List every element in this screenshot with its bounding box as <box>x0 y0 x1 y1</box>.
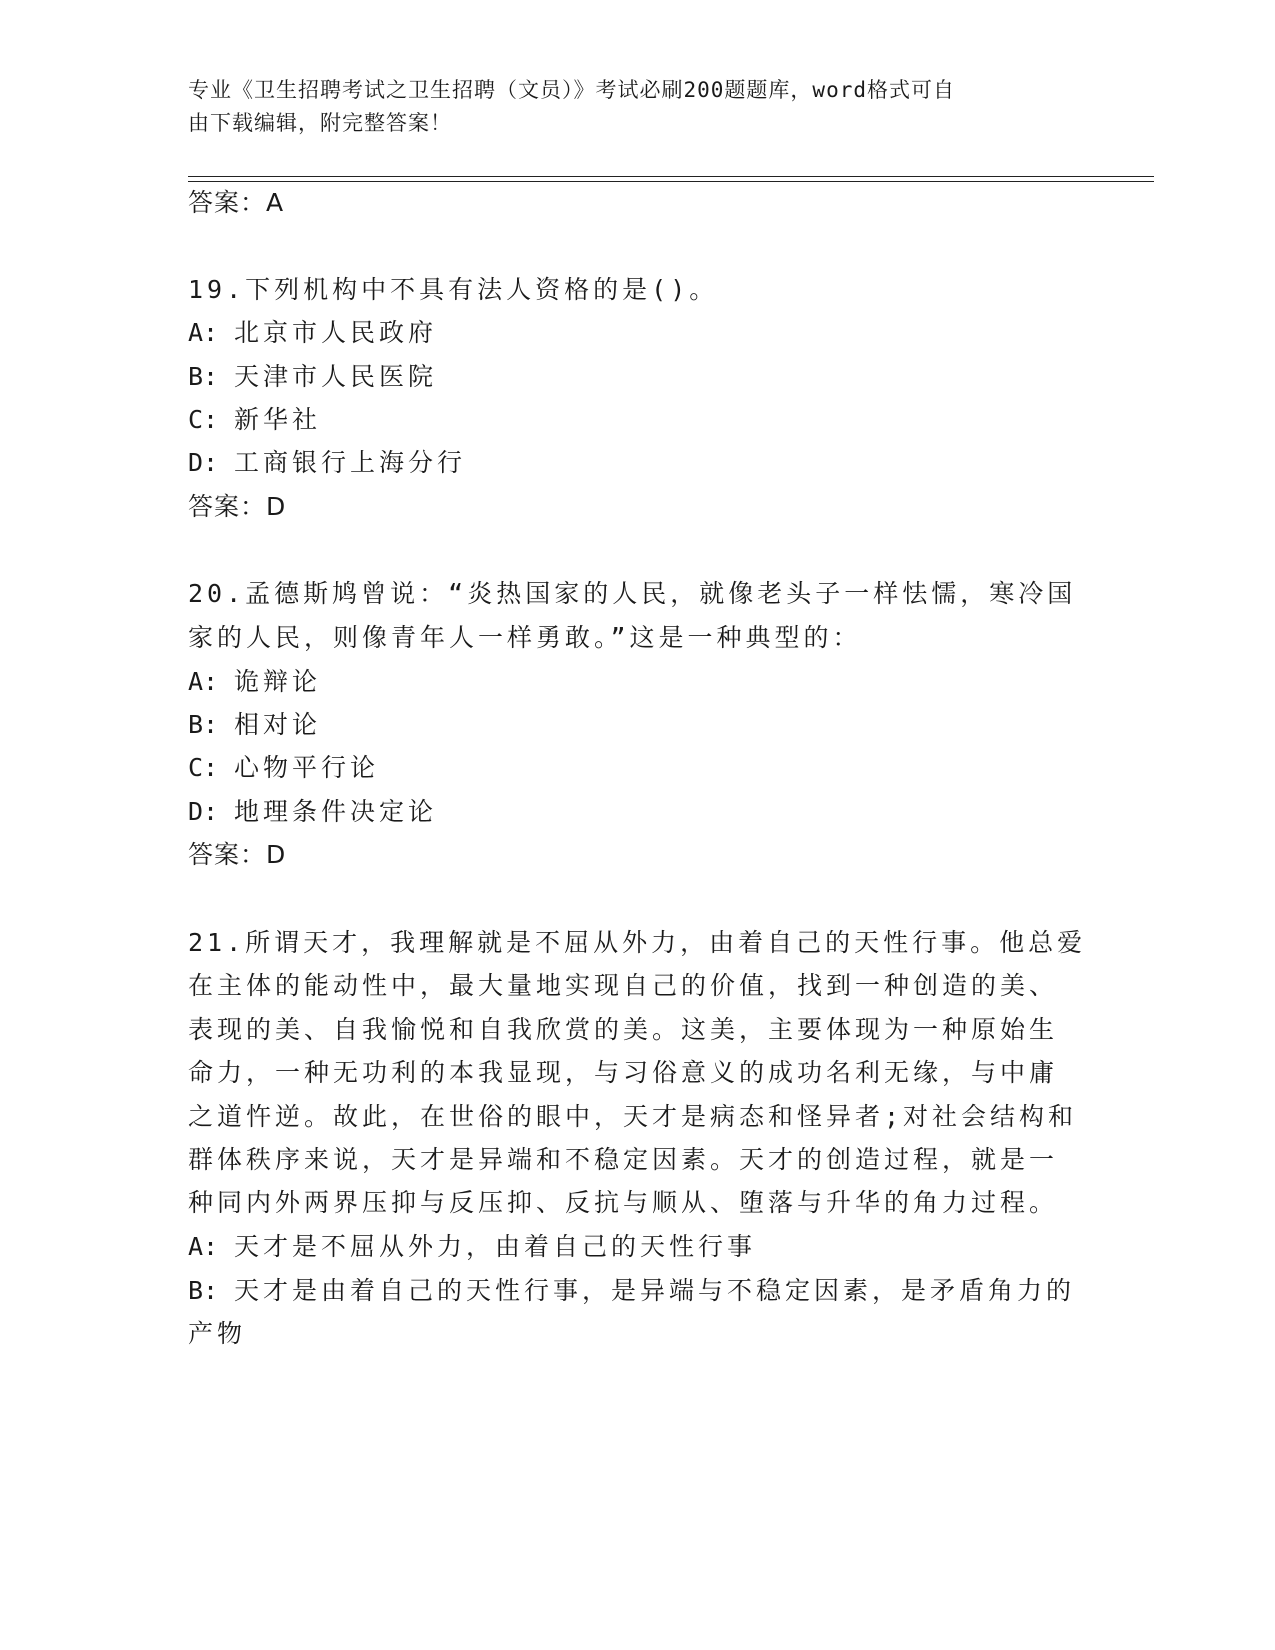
question-21-line-2: 在主体的能动性中，最大量地实现自己的价值，找到一种创造的美、 <box>188 971 1059 1000</box>
option-label: D: <box>188 797 219 826</box>
option-text: 诡辩论 <box>234 667 322 696</box>
question-21-option-a <box>188 1232 756 1262</box>
option-text: 天才是不屈从外力，由着自己的天性行事 <box>234 1232 757 1261</box>
option-label: A: <box>188 318 219 347</box>
option-text: 北京市人民政府 <box>234 318 438 347</box>
option-label: B: <box>188 362 219 391</box>
option-label: B: <box>188 1276 219 1305</box>
option-text: 新华社 <box>234 405 322 434</box>
question-21-line-4: 命力，一种无功利的本我显现，与习俗意义的成功名利无缘，与中庸 <box>188 1058 1059 1087</box>
question-19-option-d <box>188 448 466 478</box>
option-text: 工商银行上海分行 <box>234 448 467 477</box>
option-text: 天津市人民医院 <box>234 362 438 391</box>
question-21-option-b <box>188 1276 1075 1306</box>
question-21-line-1: 21.所谓天才，我理解就是不屈从外力，由着自己的天性行事。他总爱 <box>188 928 1087 957</box>
option-label: A: <box>188 667 219 696</box>
option-text: 天才是由着自己的天性行事，是异端与不稳定因素，是矛盾角力的 <box>234 1276 1076 1305</box>
question-20-answer: 答案：D <box>188 840 287 869</box>
question-20-line-1: 20.孟德斯鸠曾说：“炎热国家的人民，就像老头子一样怯懦，寒冷国 <box>188 579 1077 608</box>
question-20-option-a <box>188 667 321 697</box>
option-text: 地理条件决定论 <box>234 797 438 826</box>
option-text: 相对论 <box>234 710 322 739</box>
header-rule-top <box>188 176 1154 177</box>
question-19-option-c <box>188 405 321 435</box>
option-label: D: <box>188 448 219 477</box>
question-21-line-3: 表现的美、自我愉悦和自我欣赏的美。这美，主要体现为一种原始生 <box>188 1015 1059 1044</box>
question-20-option-d <box>188 797 437 827</box>
question-20-line-2: 家的人民，则像青年人一样勇敢。”这是一种典型的： <box>188 623 862 652</box>
question-20-option-b <box>188 710 321 740</box>
question-21-line-6: 群体秩序来说，天才是异端和不稳定因素。天才的创造过程，就是一 <box>188 1145 1059 1174</box>
header-line-1: 专业《卫生招聘考试之卫生招聘（文员）》考试必刷200题题库，word格式可自 <box>188 78 955 102</box>
document-header <box>188 74 1068 140</box>
answer-prev: 答案：A <box>188 188 285 217</box>
option-label: A: <box>188 1232 219 1261</box>
question-21-line-5: 之道忤逆。故此，在世俗的眼中，天才是病态和怪异者;对社会结构和 <box>188 1102 1078 1131</box>
header-line-2: 由下载编辑，附完整答案！ <box>188 111 452 135</box>
option-label: C: <box>188 405 219 434</box>
question-21-line-7: 种同内外两界压抑与反压抑、反抗与顺从、堕落与升华的角力过程。 <box>188 1188 1059 1217</box>
question-19-text: 19.下列机构中不具有法人资格的是()。 <box>188 275 719 304</box>
question-19-answer: 答案：D <box>188 492 287 521</box>
question-19-option-a <box>188 318 437 348</box>
question-19-option-b <box>188 362 437 392</box>
question-20-option-c <box>188 753 379 783</box>
option-text: 心物平行论 <box>234 753 380 782</box>
header-rule-bottom <box>188 181 1154 182</box>
option-label: B: <box>188 710 219 739</box>
option-label: C: <box>188 753 219 782</box>
question-21-option-b-continued: 产物 <box>188 1319 247 1348</box>
